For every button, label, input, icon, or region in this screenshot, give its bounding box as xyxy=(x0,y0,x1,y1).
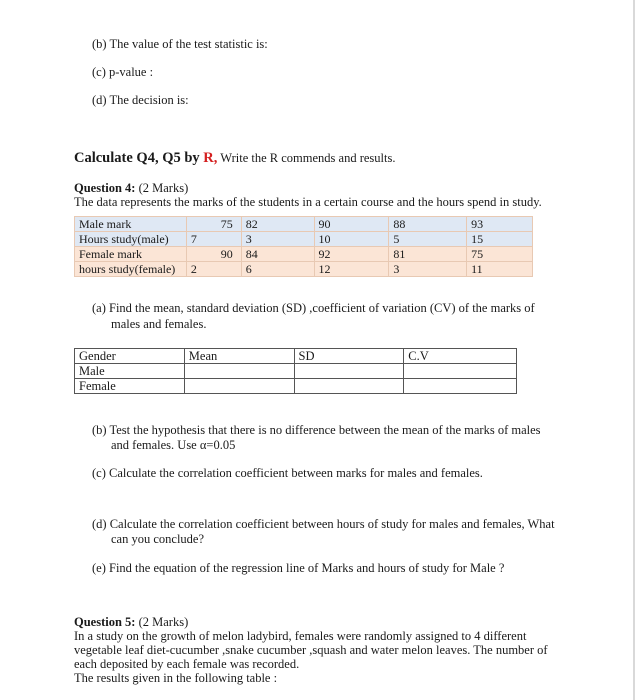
part-d-line2: can you conclude? xyxy=(111,532,205,546)
part-b-line1: (b) Test the hypothesis that there is no difference between the mean of the marks of males xyxy=(92,423,541,437)
table-cell: 5 xyxy=(389,232,467,247)
part-a-line2: males and females. xyxy=(111,317,207,331)
table-cell: Female xyxy=(75,379,185,394)
table-cell: 75 xyxy=(467,247,533,262)
table-cell xyxy=(404,379,517,394)
table-cell: 10 xyxy=(314,232,389,247)
table-cell: hours study(female) xyxy=(75,262,187,277)
table-cell: 75 xyxy=(186,217,241,232)
item-d-decision: (d) The decision is: xyxy=(92,93,189,107)
table-cell: 88 xyxy=(389,217,467,232)
table-cell xyxy=(294,379,404,394)
table-cell: 3 xyxy=(389,262,467,277)
table-cell: 90 xyxy=(186,247,241,262)
table-cell: 7 xyxy=(186,232,241,247)
heading-main: Calculate Q4, Q5 by xyxy=(74,150,204,166)
q5-line: The results given in the following table : xyxy=(74,671,278,685)
table-row xyxy=(75,232,533,247)
q5-line: In a study on the growth of melon ladybird, females were randomly assigned to 4 different xyxy=(74,629,527,643)
table-cell xyxy=(184,364,294,379)
table-cell: Hours study(male) xyxy=(75,232,187,247)
table-header-cell: SD xyxy=(294,349,404,364)
q4-description: The data represents the marks of the students in a certain course and the hours spend in study. xyxy=(74,195,542,209)
table-cell: Male mark xyxy=(75,217,187,232)
part-c: (c) Calculate the correlation coefficient between marks for males and females. xyxy=(92,466,483,480)
q5-title-label: Question 5: xyxy=(74,615,136,629)
table-cell: Female mark xyxy=(75,247,187,262)
table-row xyxy=(75,364,517,379)
q4-marks: (2 Marks) xyxy=(135,181,189,195)
q5-title xyxy=(74,615,188,630)
table-header-cell: C.V xyxy=(404,349,517,364)
table-cell: 2 xyxy=(186,262,241,277)
table-cell xyxy=(404,364,517,379)
table-row xyxy=(75,217,533,232)
q4-title-label: Question 4: xyxy=(74,181,136,195)
table-cell: 84 xyxy=(241,247,314,262)
heading-r: R, xyxy=(203,150,218,166)
heading-tail: Write the R commends and results. xyxy=(217,151,396,165)
q5-marks: (2 Marks) xyxy=(135,615,189,629)
table-cell xyxy=(184,379,294,394)
table-cell: 6 xyxy=(241,262,314,277)
table-cell: 82 xyxy=(241,217,314,232)
table-cell: 12 xyxy=(314,262,389,277)
part-e: (e) Find the equation of the regression line of Marks and hours of study for Male ? xyxy=(92,561,505,575)
table-cell: Male xyxy=(75,364,185,379)
table-cell: 93 xyxy=(467,217,533,232)
table-row xyxy=(75,379,517,394)
table-row xyxy=(75,349,517,364)
q4-title xyxy=(74,181,188,196)
table-row xyxy=(75,247,533,262)
table-cell: 81 xyxy=(389,247,467,262)
table-header-cell: Mean xyxy=(184,349,294,364)
part-b-line2: and females. Use α=0.05 xyxy=(111,438,236,452)
table-cell: 3 xyxy=(241,232,314,247)
table-cell: 92 xyxy=(314,247,389,262)
table-header-cell: Gender xyxy=(75,349,185,364)
table-cell: 15 xyxy=(467,232,533,247)
item-b-test-statistic: (b) The value of the test statistic is: xyxy=(92,37,268,51)
q4-data-table xyxy=(74,216,533,277)
item-c-p-value: (c) p-value : xyxy=(92,65,154,79)
q5-line: vegetable leaf diet-cucumber ,snake cucumber ,squash and water melon leaves. The number of xyxy=(74,643,548,657)
table-cell: 90 xyxy=(314,217,389,232)
part-d-line1: (d) Calculate the correlation coefficient between hours of study for males and females, What xyxy=(92,517,555,531)
table-cell xyxy=(294,364,404,379)
q5-line: each deposited by each female was recorded. xyxy=(74,657,300,671)
table-row xyxy=(75,262,533,277)
part-a-line1: (a) Find the mean, standard deviation (SD) ,coefficient of variation (CV) of the marks of xyxy=(92,301,535,315)
table-cell: 11 xyxy=(467,262,533,277)
stats-table xyxy=(74,348,517,394)
section-heading xyxy=(74,150,395,167)
